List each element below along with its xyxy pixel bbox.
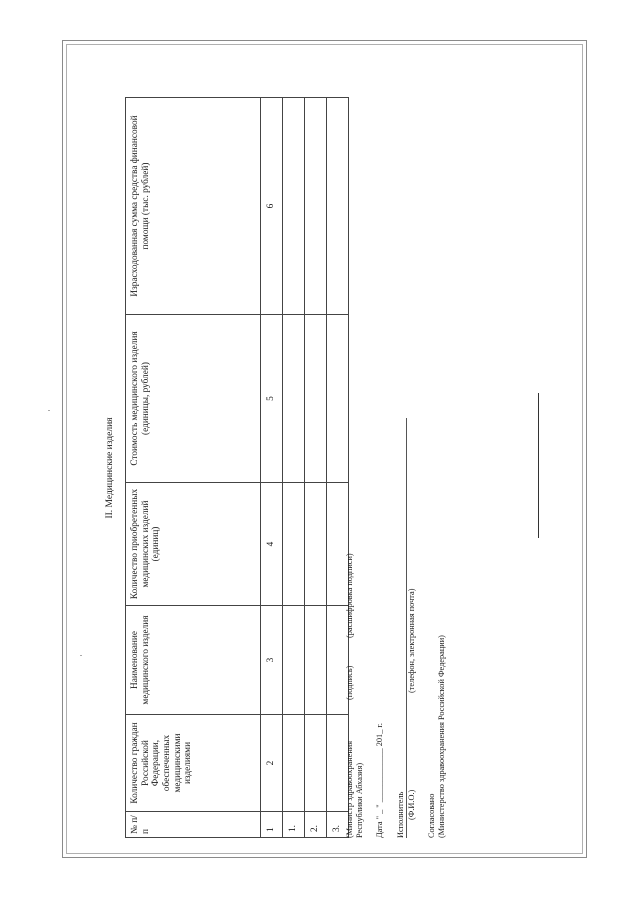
fio-caption: (Ф.И.О.)	[407, 789, 416, 820]
signature-decoding-caption: (расшифровка подписи)	[345, 553, 354, 638]
rotated-document-content	[103, 98, 446, 838]
header-number: № п/п	[126, 812, 261, 838]
scan-speck	[48, 410, 50, 411]
row-number: 1.	[283, 812, 305, 838]
signature-caption: (подпись)	[345, 665, 354, 700]
table-cell	[327, 315, 349, 483]
row-number: 2.	[305, 812, 327, 838]
index-cell: 3	[261, 606, 283, 715]
table-cell	[305, 483, 327, 606]
table-cell	[283, 315, 305, 483]
table-cell	[305, 715, 327, 812]
header-device-cost: Стоимость медицинского изделия (единицы, рублей)	[126, 315, 261, 483]
index-cell: 4	[261, 483, 283, 606]
row-number: 3.	[327, 812, 349, 838]
index-cell: 5	[261, 315, 283, 483]
table-cell	[283, 606, 305, 715]
table-row	[305, 98, 327, 838]
index-cell: 1	[261, 812, 283, 838]
table-cell	[283, 98, 305, 315]
index-cell: 6	[261, 98, 283, 315]
agreed-label: Согласовано	[427, 793, 436, 838]
table-row	[283, 98, 305, 838]
index-cell: 2	[261, 715, 283, 812]
table-cell	[283, 715, 305, 812]
header-citizens-count: Количество граждан Российской Федерации, обеспеченных медицинскими изделиями	[126, 715, 261, 812]
table-cell	[305, 315, 327, 483]
date-line: Дата " _ " _____________ 201_ г.	[375, 723, 384, 838]
signature-line	[538, 393, 539, 538]
table-index-row	[261, 98, 283, 838]
header-amount-spent: Израсходованная сумма средства финансовой помощи (тыс. рублей)	[126, 98, 261, 315]
section-title: II. Медицинские изделия	[105, 417, 115, 519]
header-device-name: Наименование медицинского изделия	[126, 606, 261, 715]
ministry-caption: (Министерство здравоохранения Российской Федерации)	[437, 635, 446, 838]
signer-title-line2: Республики Абхазия)	[355, 762, 364, 838]
table-cell	[283, 483, 305, 606]
table-cell	[327, 98, 349, 315]
signer-title-line1: (Министр здравоохранения	[345, 740, 354, 838]
table-header-row	[126, 98, 261, 838]
table-cell	[305, 98, 327, 315]
table-cell	[305, 606, 327, 715]
scan-speck	[80, 655, 82, 656]
header-devices-purchased: Количество приобретенных медицинских изделий (единиц)	[126, 483, 261, 606]
contacts-caption: (телефон, электронная почта)	[407, 588, 416, 693]
table-row	[327, 98, 349, 838]
executor-label: Исполнитель	[396, 791, 405, 838]
medical-devices-table	[125, 97, 349, 838]
